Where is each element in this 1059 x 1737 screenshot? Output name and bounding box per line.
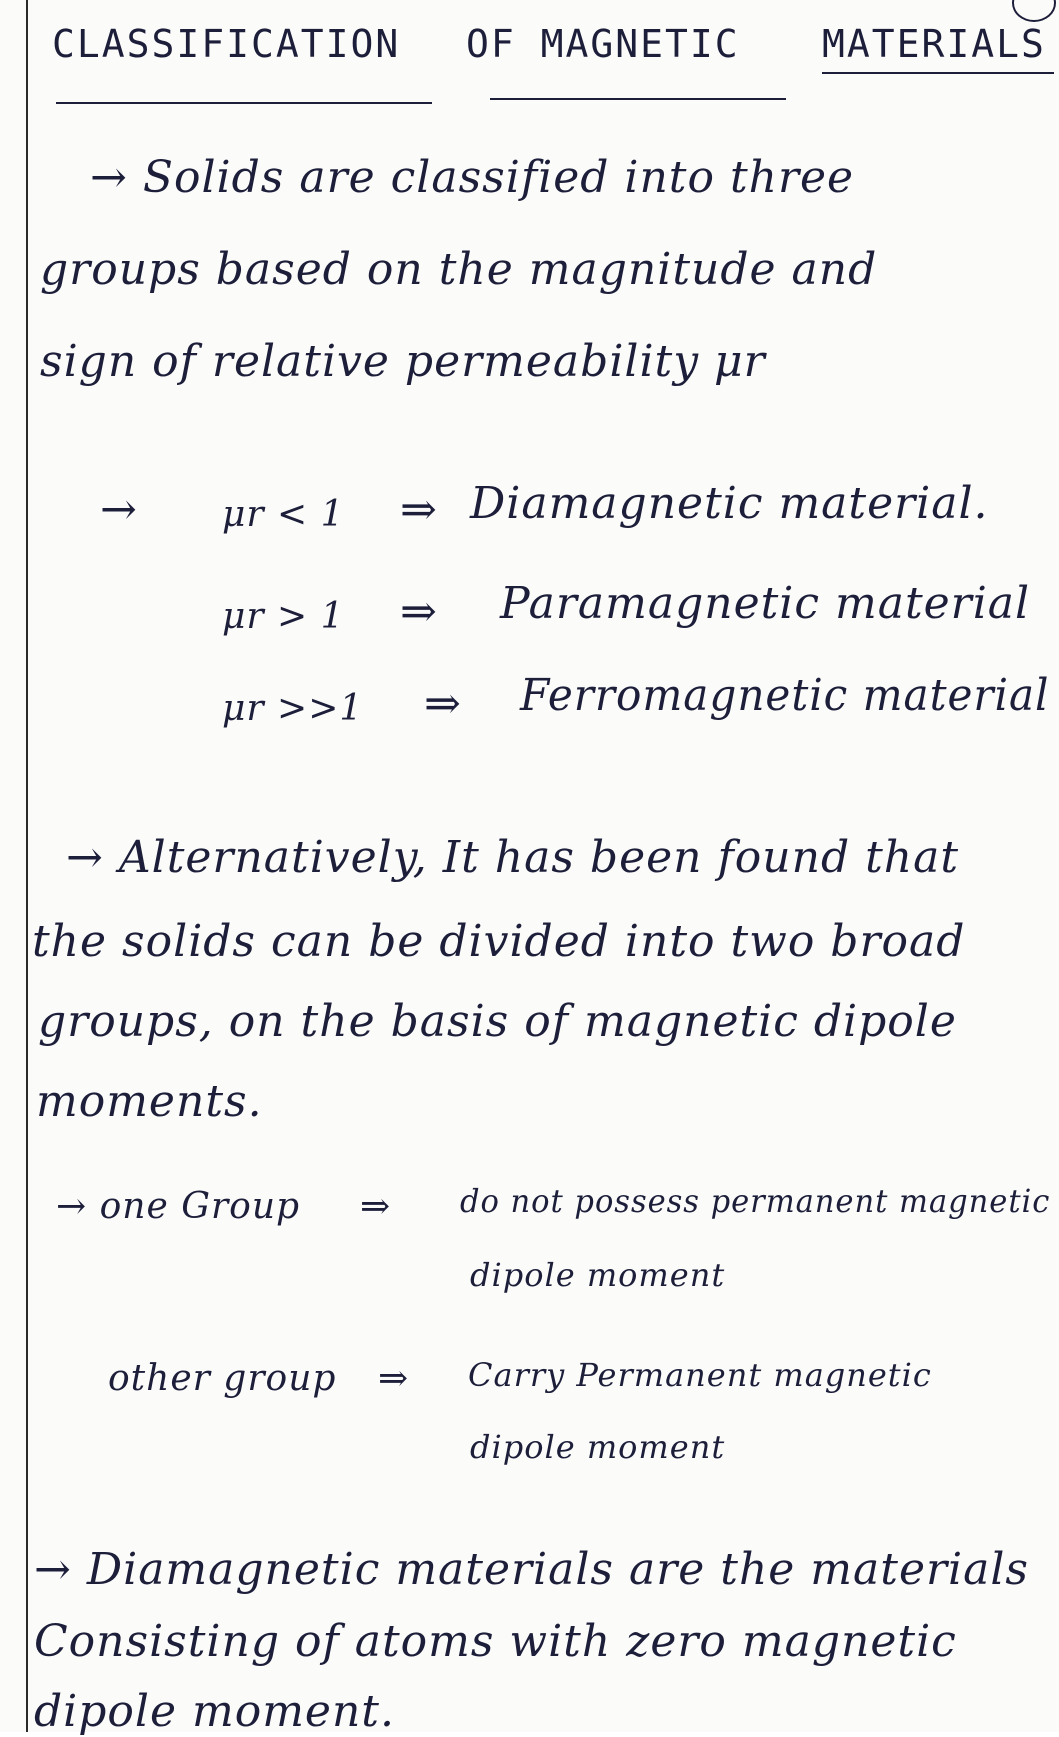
page-number-circle [1012,0,1056,22]
group-name: → one Group [56,1186,301,1227]
class-label: Paramagnetic material [500,578,1031,629]
para3-line2: Consisting of atoms with zero magnetic [34,1616,957,1667]
para1-line3: sign of relative permeability μr [40,336,766,387]
title-underline-2 [490,98,786,100]
implies-arrow: ⇒ [400,484,438,535]
title-underline-3 [822,72,1054,74]
class-condition: μr < 1 [222,494,345,535]
para3-line1: → Diamagnetic materials are the materials [34,1544,1029,1595]
para1-line2: groups based on the magnitude and [40,244,878,295]
para2-line1: → Alternatively, It has been found that [66,832,960,883]
class-condition: μr > 1 [222,596,345,637]
implies-arrow: ⇒ [424,678,462,729]
para2-line2: the solids can be divided into two broad [32,916,966,967]
implies-arrow: ⇒ [360,1186,392,1227]
implies-arrow: ⇒ [378,1358,410,1399]
para2-line3: groups, on the basis of magnetic dipole [38,996,957,1047]
class-condition: μr >>1 [222,688,364,729]
group-desc-line2: dipole moment [470,1256,726,1294]
title-part-1: CLASSIFICATION [52,22,401,66]
title-part-3: MATERIALS [822,22,1046,66]
group-name: other group [108,1358,337,1399]
class-arrow: → [100,484,138,535]
margin-line [26,0,28,1732]
title-part-2: OF MAGNETIC [466,22,740,66]
para2-line4: moments. [36,1076,263,1127]
para1-line1: → Solids are classified into three [90,152,855,203]
group-desc-line2: dipole moment [470,1428,726,1466]
para3-line3: dipole moment. [34,1686,395,1737]
group-desc-line1: Carry Permanent magnetic [468,1356,932,1394]
class-label: Ferromagnetic material [520,670,1050,721]
implies-arrow: ⇒ [400,586,438,637]
title-underline-1 [56,102,432,104]
group-desc-line1: do not possess permanent magnetic [460,1182,1051,1220]
class-label: Diamagnetic material. [470,478,989,529]
